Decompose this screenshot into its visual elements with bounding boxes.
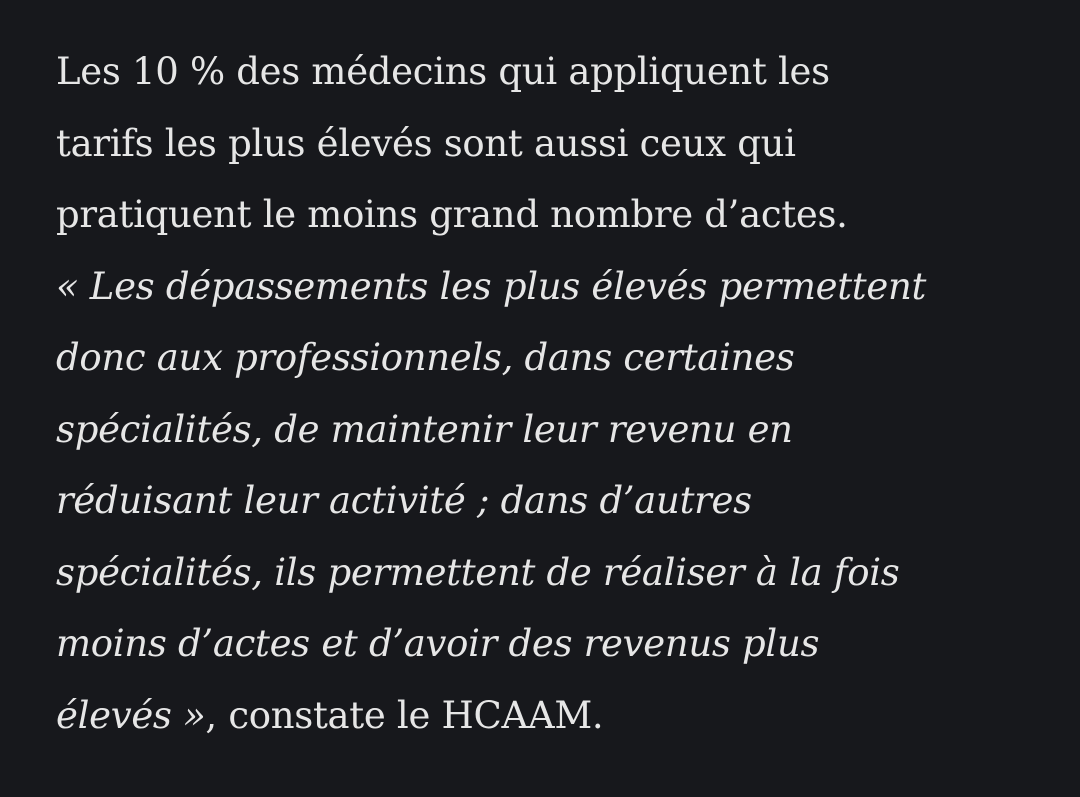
attribution-text: , constate le HCAAM. <box>205 693 604 737</box>
quote-line: spécialités, de maintenir leur revenu en <box>56 407 793 451</box>
quote-line: donc aux professionnels, dans certaines <box>56 336 795 379</box>
quote-line: « Les dépassements les plus élevés permettent <box>56 264 927 308</box>
quote-line: réduisant leur activité ; dans d’autres <box>56 479 752 522</box>
quote-line: spécialités, ils permettent de réaliser à la fois <box>56 550 900 594</box>
article-paragraph <box>56 36 1056 751</box>
paragraph-last-line <box>56 680 1056 752</box>
paragraph-line: tarifs les plus élevés sont aussi ceux qui <box>56 121 796 165</box>
paragraph-line: pratiquent le moins grand nombre d’actes. <box>56 193 848 236</box>
quote-line: moins d’actes et d’avoir des revenus plus <box>56 622 820 665</box>
paragraph-line: Les 10 % des médecins qui appliquent les <box>56 50 830 93</box>
quote-end: élevés » <box>56 693 206 737</box>
